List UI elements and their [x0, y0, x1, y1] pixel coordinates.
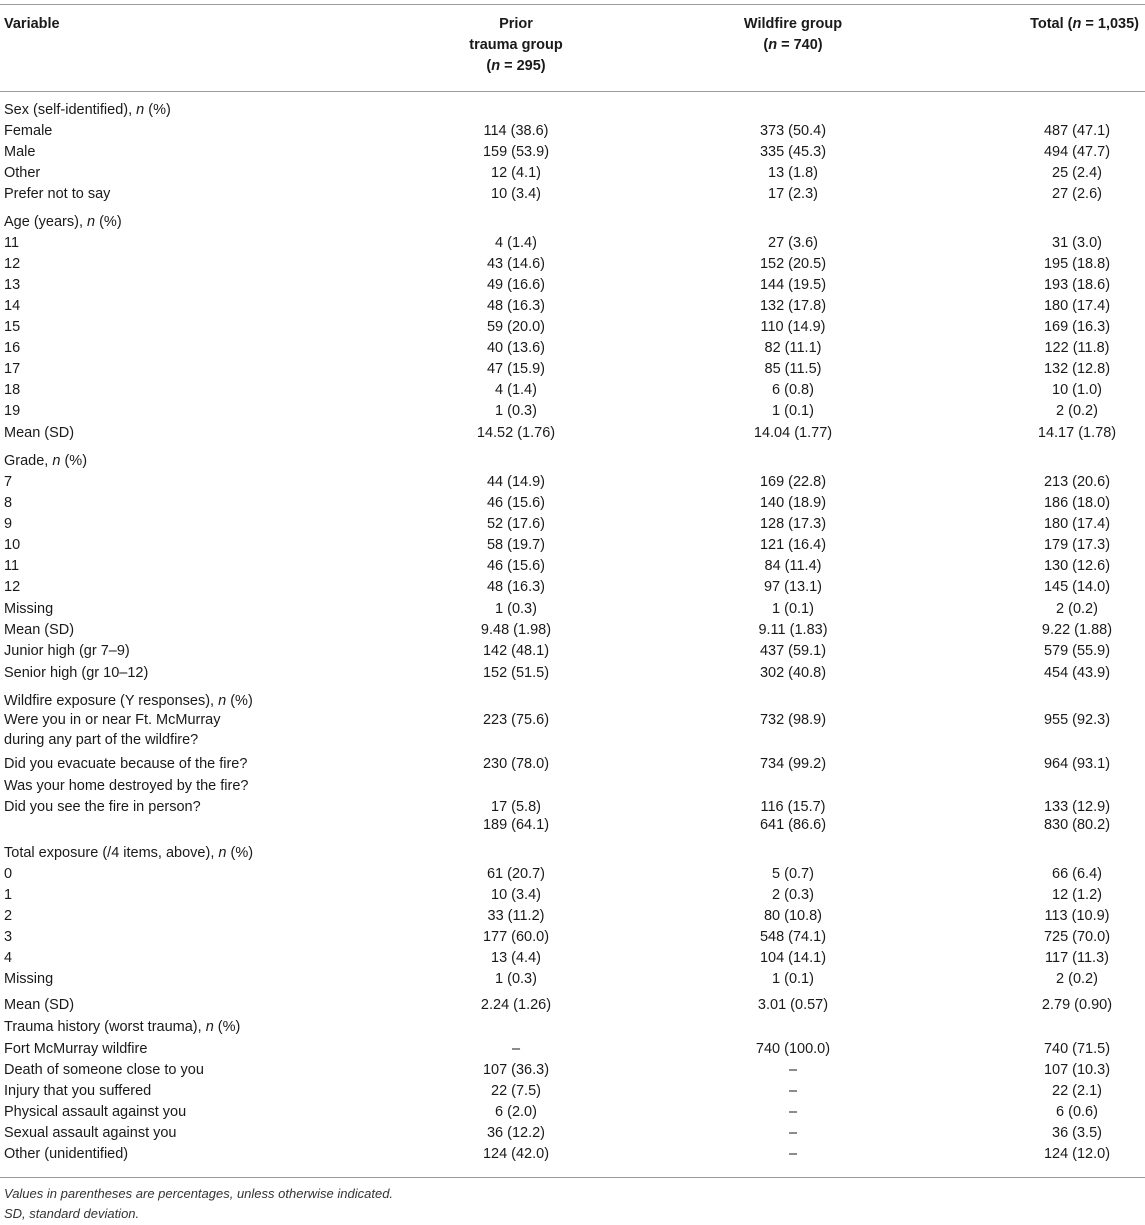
cell-total: 130 (12.6)	[1043, 558, 1111, 574]
row-label: Prefer not to say	[4, 186, 111, 202]
row-label: Mean (SD)	[4, 997, 75, 1013]
row-label: 9	[4, 516, 13, 532]
cell-wildfire: –	[788, 1083, 798, 1099]
table-row	[0, 797, 1145, 817]
table-row	[0, 864, 1145, 884]
cell-prior-trauma: 47 (15.9)	[486, 361, 546, 377]
row-label: Physical assault against you	[4, 1104, 187, 1120]
cell-wildfire: 1 (0.1)	[772, 403, 814, 419]
table-row	[0, 338, 1145, 358]
cell-total: 113 (10.9)	[1044, 908, 1110, 924]
cell-wildfire: 128 (17.3)	[759, 516, 827, 532]
table-row	[0, 1123, 1145, 1143]
cell-total: 740 (71.5)	[1043, 1041, 1111, 1057]
row-label: Age (years), n (%)	[4, 214, 122, 230]
cell-prior-trauma: 10 (3.4)	[491, 186, 541, 202]
bottom-rule	[0, 1177, 1145, 1178]
top-rule	[0, 4, 1145, 5]
cell-wildfire: 121 (16.4)	[759, 537, 827, 553]
row-label: Other	[4, 165, 41, 181]
cell-prior-trauma: 58 (19.7)	[486, 537, 546, 553]
cell-total: 964 (93.1)	[1043, 756, 1111, 772]
cell-prior-trauma: 159 (53.9)	[482, 144, 550, 160]
cell-prior-trauma: 46 (15.6)	[486, 558, 546, 574]
cell-wildfire: 5 (0.7)	[772, 866, 814, 882]
header-prior-trauma-group	[366, 14, 666, 77]
table-row	[0, 710, 1145, 730]
cell-total: 2.79 (0.90)	[1041, 997, 1113, 1013]
row-label: Missing	[4, 601, 54, 617]
table-row	[0, 995, 1145, 1015]
row-label: 0	[4, 866, 13, 882]
table-row	[0, 1060, 1145, 1080]
cell-prior-trauma: 177 (60.0)	[482, 929, 550, 945]
row-label: Fort McMurray wildfire	[4, 1041, 148, 1057]
cell-prior-trauma: 9.48 (1.98)	[480, 622, 552, 638]
cell-total: 36 (3.5)	[1052, 1125, 1102, 1141]
cell-wildfire: 82 (11.1)	[764, 340, 822, 356]
cell-total: 725 (70.0)	[1043, 929, 1111, 945]
row-label: Did you evacuate because of the fire?	[4, 756, 248, 772]
cell-wildfire: 97 (13.1)	[763, 579, 823, 595]
cell-wildfire: 152 (20.5)	[759, 256, 827, 272]
table-row	[0, 843, 1145, 863]
cell-total: 25 (2.4)	[1052, 165, 1102, 181]
cell-total: 186 (18.0)	[1043, 495, 1111, 511]
cell-total: 31 (3.0)	[1052, 235, 1102, 251]
cell-wildfire: 84 (11.4)	[764, 558, 822, 574]
cell-total: 122 (11.8)	[1044, 340, 1110, 356]
header-wildfire-group	[643, 14, 943, 56]
cell-prior-trauma: 61 (20.7)	[486, 866, 546, 882]
table-row	[0, 754, 1145, 774]
table-row	[0, 233, 1145, 253]
table-row	[0, 212, 1145, 232]
cell-total: 27 (2.6)	[1052, 186, 1102, 202]
table-row	[0, 906, 1145, 926]
cell-prior-trauma: 48 (16.3)	[486, 298, 546, 314]
row-label: during any part of the wildfire?	[4, 732, 199, 748]
cell-total: 107 (10.3)	[1043, 1062, 1111, 1078]
cell-total: 830 (80.2)	[1043, 817, 1111, 833]
cell-prior-trauma: 36 (12.2)	[486, 1125, 546, 1141]
cell-wildfire: 85 (11.5)	[764, 361, 822, 377]
cell-prior-trauma: 33 (11.2)	[487, 908, 545, 924]
row-label: Trauma history (worst trauma), n (%)	[4, 1019, 241, 1035]
cell-wildfire: 1 (0.1)	[772, 601, 814, 617]
cell-wildfire: 144 (19.5)	[759, 277, 827, 293]
cell-total: 133 (12.9)	[1043, 799, 1111, 815]
row-label: 3	[4, 929, 13, 945]
cell-total: 494 (47.7)	[1043, 144, 1111, 160]
cell-wildfire: 80 (10.8)	[763, 908, 823, 924]
table-row	[0, 1017, 1145, 1037]
row-label: Death of someone close to you	[4, 1062, 204, 1078]
table-row	[0, 423, 1145, 443]
cell-prior-trauma: 4 (1.4)	[495, 382, 537, 398]
cell-wildfire: 1 (0.1)	[772, 971, 814, 987]
table-row	[0, 620, 1145, 640]
row-label: Sex (self-identified), n (%)	[4, 102, 171, 118]
cell-prior-trauma: 152 (51.5)	[482, 665, 550, 681]
table-row	[0, 472, 1145, 492]
table-row	[0, 317, 1145, 337]
row-label: 16	[4, 340, 21, 356]
row-label: 15	[4, 319, 21, 335]
cell-wildfire: 13 (1.8)	[768, 165, 818, 181]
row-label: Total exposure (/4 items, above), n (%)	[4, 845, 254, 861]
table-row	[0, 691, 1145, 711]
cell-prior-trauma: 10 (3.4)	[491, 887, 541, 903]
cell-prior-trauma: 12 (4.1)	[491, 165, 541, 181]
row-label: 12	[4, 256, 21, 272]
row-label: 18	[4, 382, 21, 398]
cell-prior-trauma: 4 (1.4)	[495, 235, 537, 251]
cell-wildfire: 140 (18.9)	[759, 495, 827, 511]
row-label: Mean (SD)	[4, 622, 75, 638]
cell-total: 2 (0.2)	[1056, 403, 1098, 419]
cell-prior-trauma: 52 (17.6)	[486, 516, 546, 532]
table-row	[0, 885, 1145, 905]
cell-prior-trauma: 13 (4.4)	[491, 950, 541, 966]
row-label: Female	[4, 123, 53, 139]
row-label: Were you in or near Ft. McMurray	[4, 712, 221, 728]
cell-total: 180 (17.4)	[1043, 298, 1111, 314]
table-row	[0, 535, 1145, 555]
cell-wildfire: 169 (22.8)	[759, 474, 827, 490]
row-label: Wildfire exposure (Y responses), n (%)	[4, 693, 253, 709]
row-label: 17	[4, 361, 21, 377]
cell-prior-trauma: 43 (14.6)	[486, 256, 546, 272]
cell-total: 195 (18.8)	[1043, 256, 1111, 272]
cell-total: 132 (12.8)	[1043, 361, 1111, 377]
table-row	[0, 776, 1145, 796]
cell-wildfire: 740 (100.0)	[755, 1041, 831, 1057]
cell-total: 193 (18.6)	[1043, 277, 1111, 293]
row-label: 11	[4, 235, 20, 251]
cell-total: 955 (92.3)	[1043, 712, 1111, 728]
cell-wildfire: –	[788, 1146, 798, 1162]
header-prior-n: (n = 295)	[486, 58, 546, 74]
header-prior-line1: Prior	[499, 16, 533, 32]
cell-prior-trauma: 1 (0.3)	[495, 601, 537, 617]
table-row	[0, 184, 1145, 204]
cell-wildfire: 116 (15.7)	[760, 799, 826, 815]
table-row	[0, 100, 1145, 120]
cell-wildfire: –	[788, 1062, 798, 1078]
header-total: Total (n = 1,035)	[1030, 16, 1139, 32]
cell-prior-trauma: 46 (15.6)	[486, 495, 546, 511]
table-row	[0, 969, 1145, 989]
row-label: 10	[4, 537, 21, 553]
cell-prior-trauma: 14.52 (1.76)	[476, 425, 556, 441]
cell-wildfire: 6 (0.8)	[772, 382, 814, 398]
table-row	[0, 556, 1145, 576]
table-row	[0, 163, 1145, 183]
cell-prior-trauma: 48 (16.3)	[486, 579, 546, 595]
row-label: Missing	[4, 971, 54, 987]
cell-prior-trauma: 59 (20.0)	[486, 319, 546, 335]
cell-total: 22 (2.1)	[1052, 1083, 1102, 1099]
cell-total: 10 (1.0)	[1052, 382, 1102, 398]
table-row	[0, 577, 1145, 597]
row-label: Senior high (gr 10–12)	[4, 665, 149, 681]
cell-total: 2 (0.2)	[1056, 601, 1098, 617]
cell-prior-trauma: 223 (75.6)	[482, 712, 550, 728]
cell-wildfire: 734 (99.2)	[759, 756, 827, 772]
table-row	[0, 514, 1145, 534]
table-row	[0, 121, 1145, 141]
cell-prior-trauma: 189 (64.1)	[482, 817, 550, 833]
header-rule	[0, 91, 1145, 92]
cell-wildfire: 110 (14.9)	[760, 319, 826, 335]
cell-total: 14.17 (1.78)	[1037, 425, 1117, 441]
header-variable: Variable	[4, 16, 60, 32]
cell-total: 213 (20.6)	[1043, 474, 1111, 490]
cell-total: 579 (55.9)	[1043, 643, 1111, 659]
table-row	[0, 275, 1145, 295]
table-row	[0, 599, 1145, 619]
cell-wildfire: 641 (86.6)	[759, 817, 827, 833]
cell-prior-trauma: 142 (48.1)	[482, 643, 550, 659]
table-row	[0, 730, 1145, 750]
cell-prior-trauma: 1 (0.3)	[495, 403, 537, 419]
row-label: Was your home destroyed by the fire?	[4, 778, 249, 794]
table-row	[0, 1144, 1145, 1164]
cell-prior-trauma: 230 (78.0)	[482, 756, 550, 772]
cell-wildfire: 2 (0.3)	[772, 887, 814, 903]
cell-prior-trauma: 6 (2.0)	[495, 1104, 537, 1120]
cell-wildfire: 373 (50.4)	[759, 123, 827, 139]
row-label: 19	[4, 403, 21, 419]
cell-total: 180 (17.4)	[1043, 516, 1111, 532]
header-wildfire-n: (n = 740)	[763, 37, 823, 53]
cell-wildfire: 27 (3.6)	[768, 235, 818, 251]
table-row	[0, 380, 1145, 400]
cell-prior-trauma: 2.24 (1.26)	[480, 997, 552, 1013]
row-label: Grade, n (%)	[4, 453, 88, 469]
table-row	[0, 254, 1145, 274]
cell-wildfire: 104 (14.1)	[759, 950, 827, 966]
cell-prior-trauma: –	[511, 1041, 521, 1057]
cell-total: 9.22 (1.88)	[1041, 622, 1113, 638]
table-row	[0, 663, 1145, 683]
table-row	[0, 927, 1145, 947]
header-prior-line2: trauma group	[469, 37, 563, 53]
cell-wildfire: 9.11 (1.83)	[758, 622, 828, 638]
table-row	[0, 948, 1145, 968]
table-row	[0, 296, 1145, 316]
cell-wildfire: 14.04 (1.77)	[753, 425, 833, 441]
table-row	[0, 451, 1145, 471]
cell-wildfire: 732 (98.9)	[759, 712, 827, 728]
row-label: 13	[4, 277, 21, 293]
row-label: Did you see the fire in person?	[4, 799, 201, 815]
cell-prior-trauma: 44 (14.9)	[486, 474, 546, 490]
row-label: 12	[4, 579, 21, 595]
cell-total: 2 (0.2)	[1056, 971, 1098, 987]
cell-prior-trauma: 114 (38.6)	[483, 123, 549, 139]
row-label: Male	[4, 144, 36, 160]
cell-wildfire: –	[788, 1125, 798, 1141]
cell-prior-trauma: 17 (5.8)	[491, 799, 541, 815]
row-label: 1	[4, 887, 13, 903]
row-label: Other (unidentified)	[4, 1146, 129, 1162]
header-wildfire-line1: Wildfire group	[743, 16, 843, 32]
cell-wildfire: 17 (2.3)	[768, 186, 818, 202]
cell-wildfire: 548 (74.1)	[759, 929, 827, 945]
cell-total: 117 (11.3)	[1045, 950, 1109, 966]
table-row	[0, 142, 1145, 162]
table-row	[0, 401, 1145, 421]
cell-prior-trauma: 40 (13.6)	[486, 340, 546, 356]
table-row	[0, 1102, 1145, 1122]
cell-wildfire: 302 (40.8)	[759, 665, 827, 681]
cell-wildfire: –	[788, 1104, 798, 1120]
row-label: 4	[4, 950, 13, 966]
row-label: 11	[4, 558, 20, 574]
cell-wildfire: 132 (17.8)	[759, 298, 827, 314]
row-label: Sexual assault against you	[4, 1125, 177, 1141]
cell-prior-trauma: 49 (16.6)	[486, 277, 546, 293]
footnote-sd: SD, standard deviation.	[4, 1206, 140, 1221]
cell-total: 66 (6.4)	[1052, 866, 1102, 882]
table-row	[0, 641, 1145, 661]
footnote-percentages: Values in parentheses are percentages, unless otherwise indicated.	[4, 1186, 394, 1201]
cell-total: 6 (0.6)	[1056, 1104, 1098, 1120]
cell-total: 487 (47.1)	[1043, 123, 1111, 139]
cell-total: 145 (14.0)	[1043, 579, 1111, 595]
table-row	[0, 815, 1145, 835]
cell-wildfire: 3.01 (0.57)	[757, 997, 829, 1013]
cell-total: 179 (17.3)	[1043, 537, 1111, 553]
row-label: Mean (SD)	[4, 425, 75, 441]
row-label: 8	[4, 495, 13, 511]
cell-prior-trauma: 124 (42.0)	[482, 1146, 550, 1162]
row-label: 14	[4, 298, 21, 314]
row-label: Junior high (gr 7–9)	[4, 643, 130, 659]
cell-total: 12 (1.2)	[1052, 887, 1102, 903]
cell-prior-trauma: 22 (7.5)	[491, 1083, 541, 1099]
row-label: Injury that you suffered	[4, 1083, 152, 1099]
cell-wildfire: 437 (59.1)	[759, 643, 827, 659]
row-label: 7	[4, 474, 13, 490]
table-row	[0, 359, 1145, 379]
row-label: 2	[4, 908, 13, 924]
cell-prior-trauma: 107 (36.3)	[482, 1062, 550, 1078]
cell-total: 169 (16.3)	[1043, 319, 1111, 335]
cell-total: 124 (12.0)	[1043, 1146, 1111, 1162]
table-row	[0, 1081, 1145, 1101]
table-row	[0, 493, 1145, 513]
cell-prior-trauma: 1 (0.3)	[495, 971, 537, 987]
cell-total: 454 (43.9)	[1043, 665, 1111, 681]
cell-wildfire: 335 (45.3)	[759, 144, 827, 160]
table-row	[0, 1039, 1145, 1059]
